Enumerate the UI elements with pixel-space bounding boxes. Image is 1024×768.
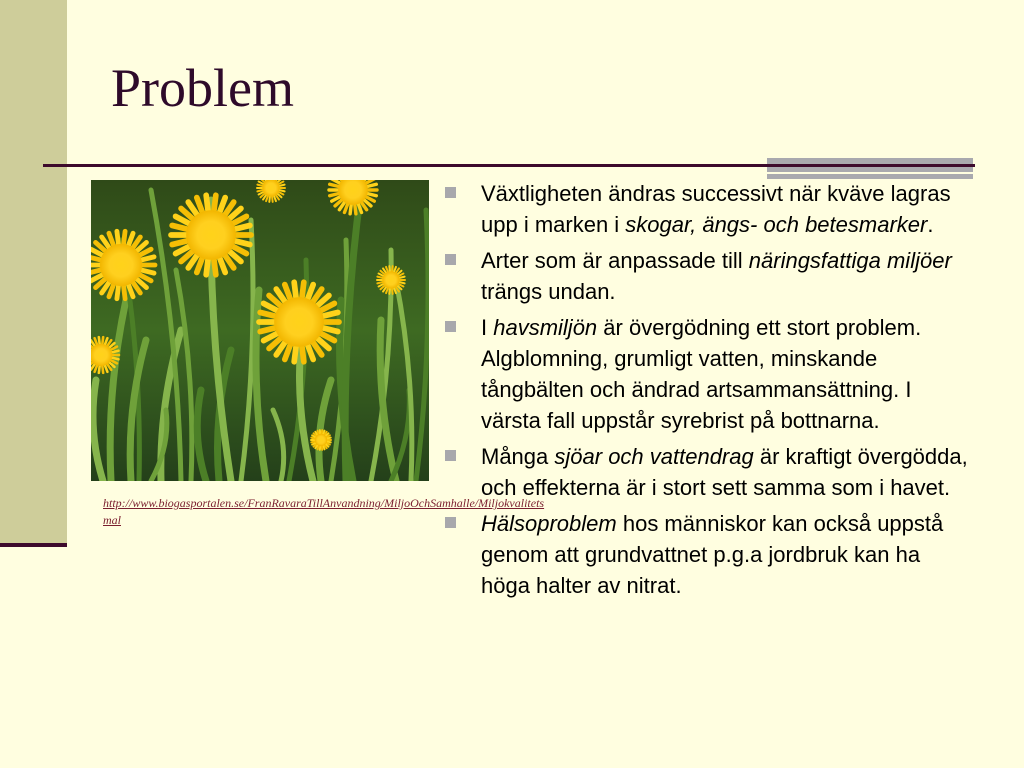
text-segment: Växtligheten ändras successivt när kväve lagras upp i marken i <box>481 181 951 237</box>
bullet-text <box>481 315 921 433</box>
text-segment: är kraftigt övergödda, och effekterna är i stort sett samma som i havet. <box>481 444 968 500</box>
bullet-item <box>441 178 971 240</box>
bullet-text <box>481 511 943 598</box>
text-segment: Arter som är anpassade till <box>481 248 749 273</box>
text-segment: . <box>927 212 934 237</box>
text-segment: trängs undan. <box>481 279 616 304</box>
text-segment: är övergödning ett stort problem. Algblomning, grumligt vatten, minskande tångbälten och ändrad artsammansättning. I värsta fall uppstår syrebrist på bottnarna. <box>481 315 922 433</box>
italic-text-segment: havsmiljön <box>493 315 598 340</box>
italic-text-segment: Hälsoproblem <box>481 511 617 536</box>
text-segment: I <box>481 315 494 340</box>
title-divider-segment <box>767 164 973 167</box>
square-bullet-icon <box>445 187 456 198</box>
square-bullet-icon <box>445 254 456 265</box>
bullet-text <box>481 248 952 304</box>
italic-text-segment: näringsfattiga miljöer <box>748 248 952 273</box>
bullet-text <box>481 181 951 237</box>
bullet-item <box>441 312 971 436</box>
italic-text-segment: skogar, ängs- och betesmarker <box>625 212 928 237</box>
slide-title: Problem <box>111 58 294 118</box>
square-bullet-icon <box>445 321 456 332</box>
bullet-item <box>441 245 971 307</box>
bullet-item <box>441 441 971 503</box>
side-decoration-bar <box>0 0 67 545</box>
title-rule-accent <box>767 158 973 179</box>
text-segment: hos människor kan också uppstå genom att grundvattnet p.g.a jordbruk kan ha höga halter av nitrat. <box>481 511 944 598</box>
dandelion-photo <box>91 180 429 481</box>
side-bar-accent <box>0 543 67 547</box>
bullet-text <box>481 444 968 500</box>
bullet-item <box>441 508 971 601</box>
text-segment: Många <box>481 444 555 469</box>
italic-text-segment: sjöar och vattendrag <box>554 444 754 469</box>
bullet-list <box>441 178 971 606</box>
source-link[interactable]: http://www.biogasportalen.se/FranRavaraTillAnvandning/MiljoOchSamhalle/Miljokvalitetsmal <box>103 496 545 527</box>
square-bullet-icon <box>445 517 456 528</box>
square-bullet-icon <box>445 450 456 461</box>
